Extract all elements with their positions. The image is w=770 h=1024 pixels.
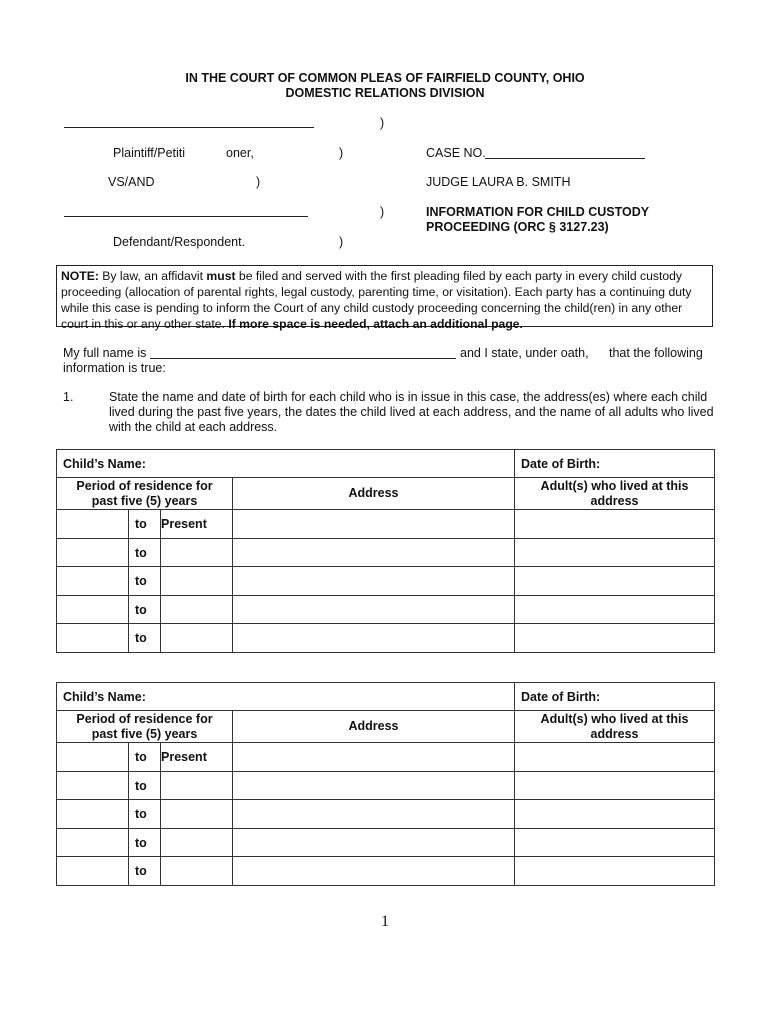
to-date-cell[interactable] <box>161 772 233 800</box>
to-date-cell[interactable] <box>161 829 233 857</box>
from-date-cell[interactable] <box>57 624 129 653</box>
note-label: NOTE: <box>61 269 99 283</box>
caption-paren: ) <box>380 116 385 130</box>
childs-name-field[interactable]: Child’s Name: <box>57 683 515 711</box>
from-date-cell[interactable] <box>57 567 129 596</box>
from-date-cell[interactable] <box>57 857 129 886</box>
table-row <box>57 478 715 510</box>
adults-header: Adult(s) who lived at this address <box>515 478 715 510</box>
full-name-field[interactable] <box>150 358 456 359</box>
judge-name: JUDGE LAURA B. SMITH <box>426 175 571 189</box>
item1-number: 1. <box>63 390 74 404</box>
from-date-cell[interactable] <box>57 539 129 567</box>
adults-cell[interactable] <box>515 567 715 596</box>
adults-cell[interactable] <box>515 857 715 886</box>
table-row <box>57 567 715 596</box>
note-box <box>56 265 713 331</box>
adults-cell[interactable] <box>515 800 715 829</box>
table-row <box>57 743 715 772</box>
to-label: to <box>129 772 161 800</box>
from-date-cell[interactable] <box>57 743 129 772</box>
to-date-cell[interactable] <box>161 567 233 596</box>
table-row <box>57 450 715 478</box>
to-label: to <box>129 857 161 886</box>
to-date-cell[interactable] <box>161 596 233 624</box>
to-label: to <box>129 567 161 596</box>
address-cell[interactable] <box>233 510 515 539</box>
address-cell[interactable] <box>233 567 515 596</box>
oath-suffix: that the following <box>609 346 703 360</box>
from-date-cell[interactable] <box>57 596 129 624</box>
caption-paren: ) <box>339 146 344 160</box>
adults-cell[interactable] <box>515 596 715 624</box>
to-label: to <box>129 596 161 624</box>
court-division: DOMESTIC RELATIONS DIVISION <box>285 86 485 100</box>
note-text-b: be filed and served with the first pleading filed by each party in every child custody proceeding (allocation of parental rights, legal custody, parenting time, or visitation). Each party has a continuing duty while this case is pending to inform the Court of any child custody proceeding concerning the child(ren) in any other court in this or any other state. <box>61 269 692 331</box>
childs-name-field[interactable]: Child’s Name: <box>57 450 515 478</box>
dob-field[interactable]: Date of Birth: <box>515 450 715 478</box>
to-label: to <box>129 800 161 829</box>
table-row <box>57 624 715 653</box>
note-text-a: By law, an affidavit <box>98 269 207 283</box>
table-row <box>57 772 715 800</box>
address-header: Address <box>233 711 515 743</box>
table-row <box>57 539 715 567</box>
from-date-cell[interactable] <box>57 772 129 800</box>
case-no-label: CASE NO. <box>426 146 486 160</box>
address-cell[interactable] <box>233 596 515 624</box>
note-must: must <box>206 269 236 283</box>
caption-paren: ) <box>256 175 261 189</box>
caption-paren: ) <box>339 235 344 249</box>
to-label: to <box>129 829 161 857</box>
form-title-line1: INFORMATION FOR CHILD CUSTODY <box>426 205 650 219</box>
dob-field[interactable]: Date of Birth: <box>515 683 715 711</box>
oath-line2: information is true: <box>63 361 166 375</box>
to-label: to <box>129 624 161 653</box>
page-number: 1 <box>381 913 389 930</box>
adults-cell[interactable] <box>515 829 715 857</box>
plaintiff-label-b: oner, <box>226 146 254 160</box>
item1-line2: lived during the past five years, the dates the child lived at each address, and the name of all adults who lived <box>109 405 714 419</box>
note-bold-tail: If more space is needed, attach an additional page. <box>228 317 523 331</box>
oath-prefix: My full name is <box>63 346 147 360</box>
oath-middle: and I state, under oath, <box>460 346 589 360</box>
form-title-line2: PROCEEDING (ORC § 3127.23) <box>426 220 609 234</box>
period-header: Period of residence for past five (5) years <box>57 711 233 743</box>
address-cell[interactable] <box>233 772 515 800</box>
address-cell[interactable] <box>233 539 515 567</box>
vs-label: VS/AND <box>108 175 155 189</box>
table-row <box>57 857 715 886</box>
to-date-cell[interactable] <box>161 539 233 567</box>
to-label: to <box>129 743 161 772</box>
court-name: IN THE COURT OF COMMON PLEAS OF FAIRFIELD COUNTY, OHIO <box>185 71 585 85</box>
to-label: to <box>129 539 161 567</box>
item1-line3: with the child at each address. <box>109 420 278 434</box>
adults-cell[interactable] <box>515 539 715 567</box>
table-row <box>57 683 715 711</box>
address-cell[interactable] <box>233 624 515 653</box>
address-cell[interactable] <box>233 743 515 772</box>
table-row <box>57 596 715 624</box>
adults-header: Adult(s) who lived at this address <box>515 711 715 743</box>
from-date-cell[interactable] <box>57 800 129 829</box>
to-date-cell[interactable] <box>161 800 233 829</box>
from-date-cell[interactable] <box>57 510 129 539</box>
address-cell[interactable] <box>233 857 515 886</box>
adults-cell[interactable] <box>515 510 715 539</box>
defendant-name-line[interactable] <box>64 216 308 217</box>
defendant-label: Defendant/Respondent. <box>113 235 246 249</box>
case-no-field[interactable] <box>485 158 645 159</box>
custody-table-2 <box>56 682 715 886</box>
present-label: Present <box>161 510 233 539</box>
present-label: Present <box>161 743 233 772</box>
address-header: Address <box>233 478 515 510</box>
table-row <box>57 510 715 539</box>
table-row <box>57 829 715 857</box>
adults-cell[interactable] <box>515 624 715 653</box>
adults-cell[interactable] <box>515 743 715 772</box>
to-date-cell[interactable] <box>161 857 233 886</box>
item1-line1: State the name and date of birth for each child who is in issue in this case, the address(es) where each child <box>109 390 708 404</box>
adults-cell[interactable] <box>515 772 715 800</box>
address-cell[interactable] <box>233 800 515 829</box>
from-date-cell[interactable] <box>57 829 129 857</box>
plaintiff-name-line[interactable] <box>64 127 314 128</box>
caption-paren: ) <box>380 205 385 219</box>
to-date-cell[interactable] <box>161 624 233 653</box>
plaintiff-label-a: Plaintiff/Petiti <box>113 146 186 160</box>
period-header: Period of residence for past five (5) years <box>57 478 233 510</box>
to-label: to <box>129 510 161 539</box>
custody-table-1 <box>56 449 715 653</box>
table-row <box>57 800 715 829</box>
address-cell[interactable] <box>233 829 515 857</box>
table-row <box>57 711 715 743</box>
